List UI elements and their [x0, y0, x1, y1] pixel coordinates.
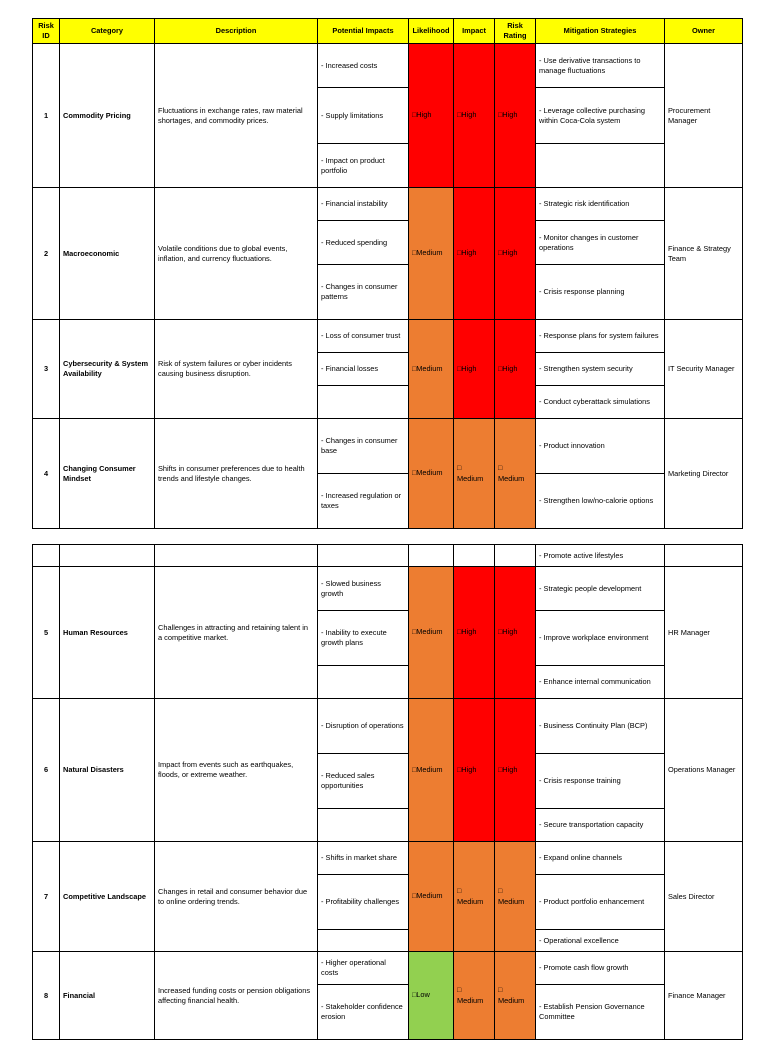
owner-cell: HR Manager: [665, 567, 743, 699]
level-label: High: [416, 110, 432, 119]
risk-row: [33, 699, 743, 754]
level-box-icon: □: [412, 365, 417, 373]
mitigation-strategy-cell: - Operational excellence: [536, 930, 665, 952]
potential-impact-cell: - Increased regulation or taxes: [318, 474, 409, 529]
risk-description-cell: Increased funding costs or pension obligations affecting financial health.: [155, 952, 318, 1040]
impact-cell: [454, 699, 495, 842]
mitigation-strategy-cell: - Improve workplace environment: [536, 611, 665, 666]
likelihood-cell: [409, 567, 454, 699]
level-box-icon: □: [498, 888, 503, 895]
likelihood-cell: [409, 545, 454, 567]
mitigation-strategy-cell: - Promote active lifestyles: [536, 545, 665, 567]
potential-impact-cell: - Slowed business growth: [318, 567, 409, 611]
level-box-icon: □: [498, 987, 503, 994]
owner-cell: Operations Manager: [665, 699, 743, 842]
level-label: High: [461, 627, 477, 636]
mitigation-strategy-cell: - Product portfolio enhancement: [536, 875, 665, 930]
risk-row: [33, 952, 743, 985]
mitigation-strategy-cell: - Promote cash flow growth: [536, 952, 665, 985]
risk-row: [33, 567, 743, 611]
level-label: High: [502, 627, 518, 636]
level-label: High: [461, 110, 477, 119]
risk-category-cell: Changing Consumer Mindset: [60, 419, 155, 529]
level-label: High: [461, 248, 477, 257]
risk-row: [33, 44, 743, 88]
mitigation-strategy-cell: - Monitor changes in customer operations: [536, 221, 665, 265]
impact-cell: [454, 567, 495, 699]
level-box-icon: □: [412, 629, 417, 636]
risk-category-cell: [60, 545, 155, 567]
potential-impact-cell: - Impact on product portfolio: [318, 144, 409, 188]
mitigation-strategy-cell: - Use derivative transactions to manage fluctuations: [536, 44, 665, 88]
impact-cell: [454, 419, 495, 529]
level-box-icon: □: [457, 987, 462, 994]
risk-row: [33, 419, 743, 474]
level-label: Medium: [498, 897, 525, 906]
owner-cell: Finance Manager: [665, 952, 743, 1040]
risk-id-cell: 6: [33, 699, 60, 842]
mitigation-strategy-cell: - Expand online channels: [536, 842, 665, 875]
impact-cell: [454, 320, 495, 419]
level-box-icon: □: [457, 112, 462, 119]
level-label: Medium: [457, 474, 484, 483]
rating-cell: [495, 952, 536, 1040]
likelihood-cell: [409, 188, 454, 320]
level-label: High: [502, 764, 518, 774]
level-label: Medium: [457, 897, 484, 906]
level-label: High: [461, 764, 477, 774]
risk-id-cell: 7: [33, 842, 60, 952]
owner-cell: Sales Director: [665, 842, 743, 952]
mitigation-strategy-cell: [536, 144, 665, 188]
level-box-icon: □: [412, 766, 417, 774]
risk-id-cell: 3: [33, 320, 60, 419]
level-label: Medium: [416, 468, 443, 477]
risk-id-cell: 8: [33, 952, 60, 1040]
risk-description-cell: Risk of system failures or cyber incidents causing business disruption.: [155, 320, 318, 419]
mitigation-strategy-cell: - Crisis response planning: [536, 265, 665, 320]
mitigation-strategy-cell: - Strengthen system security: [536, 353, 665, 386]
header-cell: Mitigation Strategies: [536, 19, 665, 44]
potential-impact-cell: - Changes in consumer patterns: [318, 265, 409, 320]
potential-impact-cell: - Disruption of operations: [318, 699, 409, 754]
level-label: Medium: [416, 627, 443, 636]
mitigation-strategy-cell: - Secure transportation capacity: [536, 809, 665, 842]
risk-category-cell: Human Resources: [60, 567, 155, 699]
risk-category-cell: Financial: [60, 952, 155, 1040]
risk-category-cell: Commodity Pricing: [60, 44, 155, 188]
header-cell: Category: [60, 19, 155, 44]
risk-id-cell: [33, 545, 60, 567]
level-box-icon: □: [498, 250, 503, 257]
rating-cell: [495, 188, 536, 320]
level-box-icon: □: [412, 470, 417, 477]
header-cell: Impact: [454, 19, 495, 44]
level-box-icon: □: [498, 365, 503, 373]
mitigation-strategy-cell: - Crisis response training: [536, 754, 665, 809]
mitigation-strategy-cell: - Conduct cyberattack simulations: [536, 386, 665, 419]
rating-cell: [495, 545, 536, 567]
level-box-icon: □: [457, 629, 462, 636]
mitigation-strategy-cell: - Enhance internal communication: [536, 666, 665, 699]
level-label: Medium: [416, 764, 443, 774]
header-cell: Risk ID: [33, 19, 60, 44]
potential-impact-cell: - Stakeholder confidence erosion: [318, 985, 409, 1040]
potential-impact-cell: - Supply limitations: [318, 88, 409, 144]
owner-cell: [665, 545, 743, 567]
potential-impact-cell: - Shifts in market share: [318, 842, 409, 875]
risk-category-cell: Competitive Landscape: [60, 842, 155, 952]
header-cell: Likelihood: [409, 19, 454, 44]
impact-cell: [454, 842, 495, 952]
risk-category-cell: Macroeconomic: [60, 188, 155, 320]
impact-cell: [454, 188, 495, 320]
risk-register-table-part1: [32, 18, 743, 529]
risk-description-cell: Volatile conditions due to global events, inflation, and currency fluctuations.: [155, 188, 318, 320]
likelihood-cell: [409, 952, 454, 1040]
potential-impact-cell: - Financial instability: [318, 188, 409, 221]
level-label: High: [502, 248, 518, 257]
risk-category-cell: Cybersecurity & System Availability: [60, 320, 155, 419]
level-box-icon: □: [457, 888, 462, 895]
potential-impact-cell: [318, 930, 409, 952]
risk-id-cell: 5: [33, 567, 60, 699]
potential-impact-cell: [318, 809, 409, 842]
mitigation-strategy-cell: - Product innovation: [536, 419, 665, 474]
rating-cell: [495, 44, 536, 188]
mitigation-strategy-cell: - Strengthen low/no-calorie options: [536, 474, 665, 529]
level-box-icon: □: [412, 992, 417, 999]
level-label: Medium: [457, 996, 484, 1005]
level-label: High: [502, 110, 518, 119]
impact-cell: [454, 44, 495, 188]
potential-impact-cell: - Loss of consumer trust: [318, 320, 409, 353]
level-label: Medium: [416, 363, 443, 373]
level-box-icon: □: [498, 465, 503, 472]
risk-description-cell: Shifts in consumer preferences due to health trends and lifestyle changes.: [155, 419, 318, 529]
potential-impact-cell: - Financial losses: [318, 353, 409, 386]
potential-impact-cell: [318, 386, 409, 419]
risk-category-cell: Natural Disasters: [60, 699, 155, 842]
rating-cell: [495, 419, 536, 529]
level-box-icon: □: [412, 893, 417, 900]
risk-description-cell: [155, 545, 318, 567]
likelihood-cell: [409, 419, 454, 529]
likelihood-cell: [409, 44, 454, 188]
risk-row: [33, 188, 743, 221]
level-box-icon: □: [412, 112, 417, 119]
level-label: Medium: [416, 248, 443, 257]
header-cell: Potential Impacts: [318, 19, 409, 44]
potential-impact-cell: - Reduced spending: [318, 221, 409, 265]
level-label: High: [461, 363, 477, 373]
level-box-icon: □: [457, 365, 462, 373]
owner-cell: Procurement Manager: [665, 44, 743, 188]
level-box-icon: □: [457, 465, 462, 472]
level-label: Medium: [498, 474, 525, 483]
level-box-icon: □: [457, 250, 462, 257]
mitigation-strategy-cell: - Establish Pension Governance Committee: [536, 985, 665, 1040]
risk-description-cell: Fluctuations in exchange rates, raw material shortages, and commodity prices.: [155, 44, 318, 188]
risk-row: [33, 320, 743, 353]
header-cell: Owner: [665, 19, 743, 44]
risk-row: [33, 842, 743, 875]
level-box-icon: □: [498, 629, 503, 636]
risk-id-cell: 1: [33, 44, 60, 188]
risk-row: [33, 545, 743, 567]
risk-description-cell: Changes in retail and consumer behavior due to online ordering trends.: [155, 842, 318, 952]
likelihood-cell: [409, 699, 454, 842]
likelihood-cell: [409, 320, 454, 419]
mitigation-strategy-cell: - Leverage collective purchasing within Coca-Cola system: [536, 88, 665, 144]
potential-impact-cell: - Increased costs: [318, 44, 409, 88]
mitigation-strategy-cell: - Strategic people development: [536, 567, 665, 611]
level-box-icon: □: [412, 250, 417, 257]
rating-cell: [495, 699, 536, 842]
potential-impact-cell: - Profitability challenges: [318, 875, 409, 930]
potential-impact-cell: - Changes in consumer base: [318, 419, 409, 474]
level-label: Low: [416, 990, 430, 999]
level-box-icon: □: [457, 766, 462, 774]
potential-impact-cell: - Higher operational costs: [318, 952, 409, 985]
risk-id-cell: 2: [33, 188, 60, 320]
potential-impact-cell: - Reduced sales opportunities: [318, 754, 409, 809]
rating-cell: [495, 567, 536, 699]
impact-cell: [454, 952, 495, 1040]
mitigation-strategy-cell: - Business Continuity Plan (BCP): [536, 699, 665, 754]
level-label: Medium: [416, 891, 443, 900]
rating-cell: [495, 320, 536, 419]
mitigation-strategy-cell: - Response plans for system failures: [536, 320, 665, 353]
header-cell: Risk Rating: [495, 19, 536, 44]
header-row: [33, 19, 743, 44]
level-label: High: [502, 363, 518, 373]
potential-impact-cell: [318, 666, 409, 699]
mitigation-strategy-cell: - Strategic risk identification: [536, 188, 665, 221]
level-box-icon: □: [498, 766, 503, 774]
likelihood-cell: [409, 842, 454, 952]
header-cell: Description: [155, 19, 318, 44]
potential-impact-cell: - Inability to execute growth plans: [318, 611, 409, 666]
impact-cell: [454, 545, 495, 567]
owner-cell: IT Security Manager: [665, 320, 743, 419]
owner-cell: Marketing Director: [665, 419, 743, 529]
owner-cell: Finance & Strategy Team: [665, 188, 743, 320]
risk-description-cell: Impact from events such as earthquakes, floods, or extreme weather.: [155, 699, 318, 842]
level-box-icon: □: [498, 112, 503, 119]
risk-description-cell: Challenges in attracting and retaining talent in a competitive market.: [155, 567, 318, 699]
rating-cell: [495, 842, 536, 952]
level-label: Medium: [498, 996, 525, 1005]
potential-impact-cell: [318, 545, 409, 567]
risk-id-cell: 4: [33, 419, 60, 529]
risk-register-table-part2: [32, 544, 743, 1040]
